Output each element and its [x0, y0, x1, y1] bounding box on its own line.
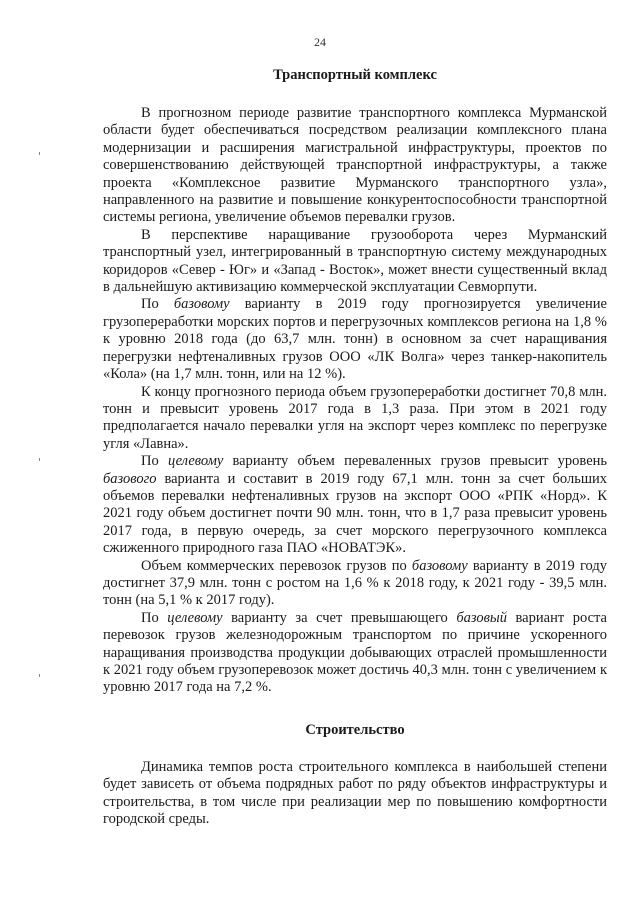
margin-mark: ': [38, 150, 42, 163]
margin-mark: ': [38, 672, 42, 685]
body-paragraph: [103, 227, 607, 297]
italic-term: целевому: [167, 453, 224, 470]
document-body: [103, 66, 607, 828]
body-paragraph: [103, 296, 607, 383]
body-paragraph: [103, 558, 607, 610]
page-number: 24: [314, 35, 326, 49]
body-paragraph: [103, 384, 607, 454]
text-run: По: [141, 609, 168, 626]
text-run: варианту в 2019 году прогнозируется увеличение грузопереработки морских портов и перегрузочных комплексов региона на 1,8 % к уровню 2018 года (до 63,7 млн. тонн) в основном за счет наращивания перегрузки нефтеналивных грузов ООО «ЛК Волга» через танкер-накопитель «Кола» (на 1,7 млн. тонн, или на 12 %).: [103, 296, 607, 383]
body-paragraph: [103, 759, 607, 829]
text-run: По: [141, 296, 174, 313]
section-heading: Строительство: [305, 721, 405, 738]
italic-term: базовый: [456, 609, 507, 626]
text-run: варианта и составит в 2019 году 67,1 млн. тонн за счет больших объемов перевалки нефтеналивных грузов на экспорт ООО «РПК «Норд». К 2021 году объем достигнет почти 90 млн. тонн, что в 1,7 раза превысит уровень 2017 года, в первую очередь, за счет морского перегрузочного комплекса сжиженного природного газа ПАО «НОВАТЭК».: [103, 470, 607, 557]
text-run: К концу прогнозного периода объем грузопереработки достигнет 70,8 млн. тонн и превысит уровень 2017 года в 1,3 раза. При этом в 2021 году предполагается начало перевалки угля на экспорт через комплекс по перегрузке угля «Лавна».: [103, 383, 607, 452]
text-run: В перспективе наращивание грузооборота через Мурманский транспортный узел, интегрированный в транспортную систему международных коридоров «Север - Юг» и «Запад - Восток», может внести существенный вклад в дальнейшую активизацию коммерческой эксплуатации Севморпути.: [103, 226, 607, 296]
body-paragraph: [103, 453, 607, 557]
italic-term: базовому: [173, 296, 230, 313]
text-run: Динамика темпов роста строительного комплекса в наибольшей степени будет зависеть от объема подрядных работ по ряду объектов инфраструктуры и строительства, в том числе при реализации мер по повышению комфортности городской среды.: [103, 758, 607, 828]
text-run: варианту за счет превышающего: [222, 609, 457, 626]
text-run: Объем коммерческих перевозок грузов по: [141, 557, 412, 574]
body-paragraph: [103, 610, 607, 697]
text-run: По: [141, 453, 168, 470]
text-run: В прогнозном периоде развитие транспортного комплекса Мурманской области будет обеспечиваться посредством реализации комплексного плана модернизации и расширения магистральной инфраструктуры, проектов по совершенствованию действующей транспортной инфраструктуры, а также проекта «Комплексное развитие Мурманского транспортного узла», направленного на развитие и повышение конкурентоспособности транспортной системы региона, увеличение объемов перевалки грузов.: [103, 105, 607, 226]
text-run: вариант роста перевозок грузов железнодорожным транспортом по причине ускоренного наращивания производства продукции добывающих отраслей промышленности к 2021 году объем грузоперевозок может достичь 40,3 млн. тонн с увеличением к уровню 2017 года на 7,2 %.: [103, 609, 607, 696]
text-run: варианту объем переваленных грузов превысит уровень: [223, 453, 608, 470]
body-paragraph: [103, 105, 607, 227]
italic-term: целевому: [167, 609, 223, 626]
italic-term: базовому: [411, 557, 468, 574]
section-heading: Транспортный комплекс: [273, 67, 437, 83]
italic-term: базового: [103, 470, 157, 487]
text-run: варианту в 2019 году достигнет 37,9 млн. тонн с ростом на 1,6 % к 2018 году, к 2021 году - 39,5 млн. тонн (на 5,1 % к 2017 году).: [103, 557, 607, 609]
margin-mark: ': [38, 456, 42, 469]
